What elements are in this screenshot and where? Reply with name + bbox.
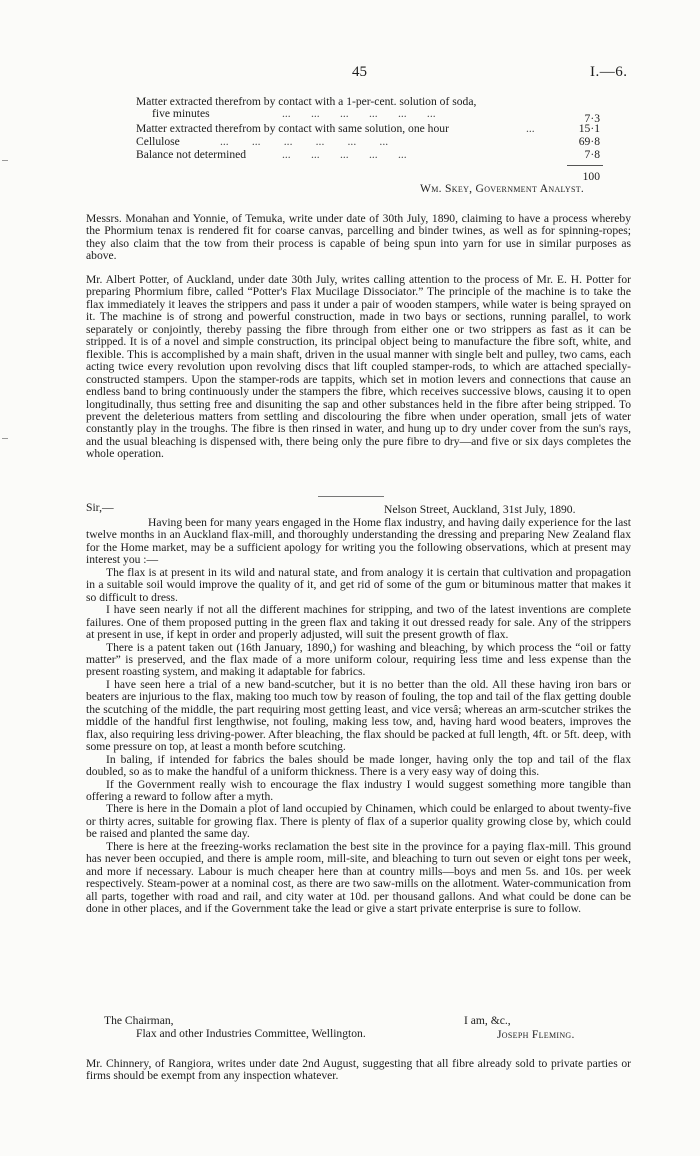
section-divider (318, 496, 384, 497)
analysis-label: Balance not determined (136, 148, 247, 161)
analysis-row: Matter extracted therefrom by contact with same solution, one hour ... 15·1 (136, 122, 600, 135)
margin-mark (2, 160, 8, 161)
letter-paragraph: There is a patent taken out (16th January, 1890,) for washing and bleaching, by which process the “oil or fatty matter” is preserved, and the flax made of a more uniform colour, requiring less time and less expense than the present roasting system, and making it adaptable for fabrics. (86, 640, 631, 679)
monahan-paragraph (86, 213, 631, 263)
letter-paragraph: I have seen nearly if not all the different machines for stripping, and two of the latest inventions are complete failures. One of them proposed putting in the green flax and taking it out dressed ready for sale. Any of the strippers at present in use, if kept in order and properly adjusted, will suit the present growth of flax. (86, 603, 631, 642)
analysis-row: five minutes ... ... ... ... ... ... 7·3 (152, 107, 600, 125)
analysis-value: 69·8 (578, 135, 600, 148)
analysis-row: Balance not determined ... ... ... ... ... 7·8 (136, 148, 600, 161)
margin-mark (2, 438, 8, 439)
analysis-label: Cellulose (136, 135, 180, 148)
letter-paragraph: The flax is at present in its wild and natural state, and from analogy it is certain that cultivation and propagation in a suitable soil would improve the quality of it, and get rid of some of the gum or bituminous matter that makes it so difficult to dress. (86, 565, 631, 604)
letter-address: Nelson Street, Auckland, 31st July, 1890. (384, 503, 576, 516)
monahan-text: Messrs. Monahan and Yonnie, of Temuka, write under date of 30th July, 1890, claiming to have a process whereby the Phormium tenax is rendered fit for coarse canvas, parcelling and binder twines, as well as for spinning-ropes; they also claim that the tow from their process is capable of being spun into yarn for use in similar purposes as above. (86, 212, 631, 263)
analysis-total-row (0, 170, 700, 183)
letter-paragraph: Having been for many years engaged in the Home flax industry, and having daily experience for the last twelve months in an Auckland flax-mill, and thoroughly understanding the dressing and preparing New Zealand flax for the Home market, may be a sufficient apology for writing you the following observations, which at present may interest you :— (86, 516, 631, 567)
letter-salutation: Sir,— (86, 501, 114, 514)
letter-paragraph: In baling, if intended for fabrics the bales should be made longer, having only the top and tail of the flax doubled, so as to make the handful of a uniform thickness. There is a very easy way of doing this. (86, 752, 631, 779)
letter-paragraph: I have seen here a trial of a new band-scutcher, but it is no better than the old. All these having iron bars or beaters are injurious to the flax, making too much tow by reason of fouling, the top and tail of the flax getting double the scutching of the middle, the part requiring most getting least, and vice versâ; whereas an arm-scutcher strikes the middle of the handful first lengthwise, not fouling, making less tow, and, having hard wood beaters, improves the flax, also requiring less driving-power. After bleaching, the flax should be packed at full length, 4ft. or 5ft. deep, with some pressure on top, at least a month before scutching. (86, 677, 631, 754)
letter-body (86, 517, 631, 916)
page-number: 45 (352, 64, 367, 80)
analysis-row: Cellulose ... ... ... ... ... ... 69·8 (136, 135, 600, 148)
letter-paragraph: There is here in the Domain a plot of land occupied by Chinamen, which could be enlarged to about twenty-five or thirty acres, suitable for growing flax. There is plenty of flax of a superior quality growing close by, which could be raised and planted the same day. (86, 802, 631, 841)
letter-paragraph: If the Government really wish to encourage the flax industry I would suggest something more tangible than offering a reward to follow after a myth. (86, 777, 631, 803)
letter-recipient-line2: Flax and other Industries Committee, Wellington. (136, 1027, 366, 1040)
analysis-total: 100 (582, 170, 600, 183)
potter-paragraph (86, 274, 631, 461)
chinnery-text: Mr. Chinnery, of Rangiora, writes under date 2nd August, suggesting that all fibre already sold to private parties or firms should be exempt from any inspection whatever. (86, 1057, 631, 1083)
analysis-label: Matter extracted therefrom by contact with same solution, one hour (136, 122, 449, 135)
analysis-label: Matter extracted therefrom by contact with a 1-per-cent. solution of soda, (136, 95, 477, 108)
analyst-signature: Wm. Skey, Government Analyst. (420, 182, 585, 195)
potter-text: Mr. Albert Potter, of Auckland, under date 30th July, writes calling attention to the process of Mr. E. H. Potter for preparing Phormium fibre, called “Potter's Flax Mucilage Dissociator.” The principle of the machine is to take the flax immediately it leaves the strippers and pass it under a pair of wooden stampers, while water is being sprayed on it. The machine is of strong and powerful construction, made in two bays or sections, running parallel, to work separately or conjointly, thereby passing the fibre through from either one or two strippers as fast as it can be stripped. It is of a novel and simple construction, its principal object being to manufacture the fibre soft, white, and flexible. This is accomplished by a main shaft, driven in the usual manner with single belt and pulley, two cams, each acting twice every revolution upon revolving discs that lift coupled stamper-rods, to which are attached specially-constructed stampers. Upon the stamper-rods are tappits, which set in motion levers and connections that cause an endless band to bring continuously under the stampers the fibre, which receives successive blows, causing it to open longitudinally, thus setting free and disuniting the sap and other substances held in the fibre after being stripped. To prevent the deleterious matters from settling and discolouring the fibre when under operation, small jets of water constantly play in the troughs. The fibre is then rinsed in water, and hung up to dry under cover from the sun's rays, and the usual bleaching is dispensed with, there being only the pure fibre to dry—and five or six days completes the whole operation. (86, 273, 631, 461)
letter-recipient-line1: The Chairman, (104, 1014, 174, 1027)
letter-signature: Joseph Fleming. (497, 1028, 575, 1041)
document-reference: I.—6. (590, 64, 628, 80)
analysis-value: 15·1 (578, 122, 600, 135)
letter-closing: I am, &c., (464, 1014, 511, 1027)
analysis-value: 7·3 (584, 112, 600, 125)
analysis-label-cont: five minutes (152, 107, 210, 120)
chinnery-paragraph (86, 1058, 631, 1083)
letter-paragraph: There is here at the freezing-works reclamation the best site in the province for a paying flax-mill. This ground has never been occupied, and there is ample room, mill-site, and bleaching to turn out seven or eight tons per week, and more if necessary. Labour is much cheaper here than at country mills—boys and men 5s. and 10s. per week respectively. Steam-power at a nominal cost, as there are two saw-mills on the allotment. Water-communication from all parts, together with road and rail, and city water at 10d. per thousand gallons. And what could be done can be done in other places, and if the Government take the lead or give a start private enterprise is sure to follow. (86, 839, 631, 916)
analysis-value: 7·8 (584, 148, 600, 161)
total-rule (567, 165, 603, 166)
